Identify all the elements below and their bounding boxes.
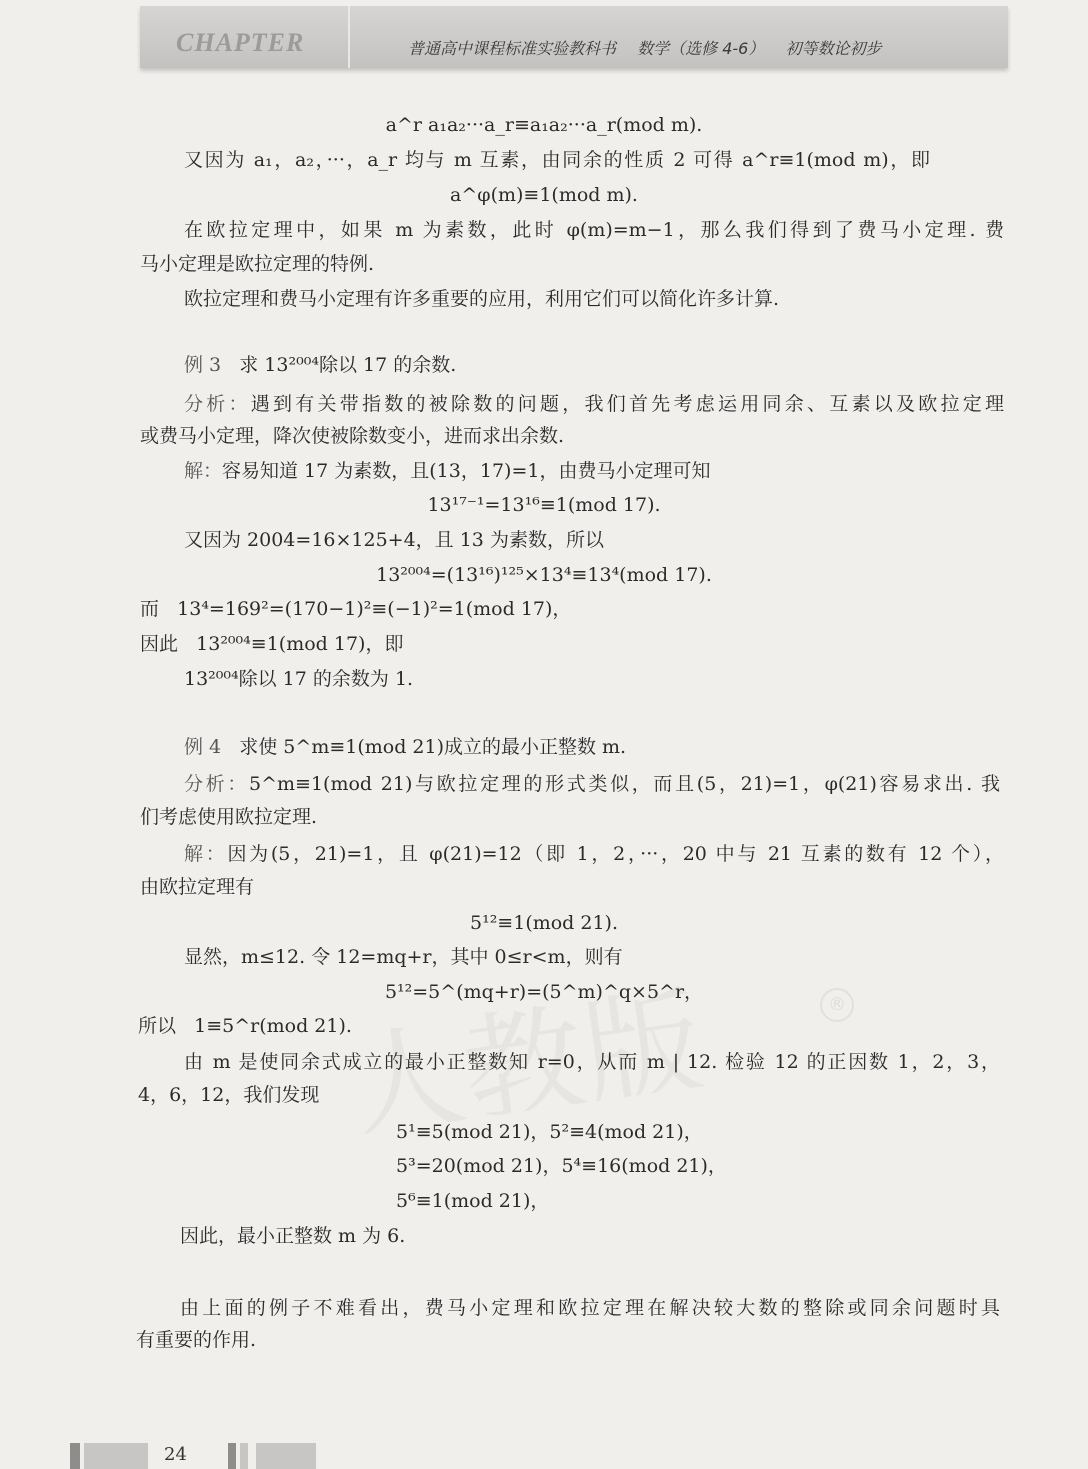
formula-line: a^r a₁a₂···a_r≡a₁a₂···a_r(mod m).	[385, 114, 703, 136]
footer-decoration	[84, 1443, 148, 1469]
text-line: 由 m 是使同余式成立的最小正整数知 r=0，从而 m | 12. 检验 12 的正因数 1，2，3，	[184, 1051, 1000, 1073]
example-3-heading	[184, 352, 456, 378]
example-label: 例 3	[184, 354, 222, 376]
page-number: 24	[164, 1444, 187, 1465]
analysis-label: 分析：	[184, 393, 251, 415]
footer-decoration	[240, 1443, 248, 1469]
text-line: 在欧拉定理中，如果 m 为素数，此时 φ(m)=m−1，那么我们得到了费马小定理. 费	[184, 219, 1004, 241]
text-line: 由欧拉定理有	[140, 876, 255, 898]
book-series: 普通高中课程标准实验教科书	[408, 39, 617, 58]
chapter-label: CHAPTER	[176, 28, 305, 57]
solution-line	[184, 458, 710, 484]
formula-line: 13¹⁷⁻¹=13¹⁶≡1(mod 17).	[427, 494, 661, 516]
footer-decoration	[256, 1443, 316, 1469]
book-subject: 数学（选修 4-6）	[637, 39, 765, 58]
example-question: 求使 5^m≡1(mod 21)成立的最小正整数 m.	[239, 736, 627, 758]
analysis-text: 5^m≡1(mod 21)与欧拉定理的形式类似，而且(5，21)=1，φ(21)容易求出. 我	[249, 773, 1000, 795]
formula-line: 5¹²≡1(mod 21).	[469, 912, 619, 934]
text-line: 由上面的例子不难看出，费马小定理和欧拉定理在解决较大数的整除或同余问题时具	[180, 1297, 1000, 1319]
text-line	[140, 631, 403, 657]
solution-label: 解：	[184, 460, 223, 482]
solution-text: 容易知道 17 为素数，且(13，17)=1，由费马小定理可知	[222, 460, 711, 482]
formula-line: 5¹²=5^(mq+r)=(5^m)^q×5^r，	[384, 981, 704, 1003]
footer-decoration	[70, 1443, 80, 1469]
analysis-text: 遇到有关带指数的被除数的问题，我们首先考虑运用同余、互素以及欧拉定理	[250, 393, 1004, 415]
formula-line: a^φ(m)≡1(mod m).	[450, 184, 638, 206]
analysis-line	[184, 771, 1000, 797]
formula-line: 5³=20(mod 21)，5⁴≡16(mod 21)，	[396, 1155, 727, 1177]
formula-line: 5⁶≡1(mod 21)，	[396, 1190, 550, 1212]
text-line: 马小定理是欧拉定理的特例.	[140, 253, 375, 275]
analysis-label: 分析：	[184, 773, 250, 795]
text-line	[138, 1013, 352, 1039]
text-line	[140, 596, 571, 622]
text-line: 们考虑使用欧拉定理.	[140, 806, 318, 828]
text-line: 13²⁰⁰⁴除以 17 的余数为 1.	[184, 668, 414, 690]
solution-text: 因为(5，21)=1，且 φ(21)=12（即 1，2，···，20 中与 21 互素的数有 12 个），	[227, 843, 1004, 865]
text-line: 因此，最小正整数 m 为 6.	[180, 1225, 406, 1247]
analysis-line	[184, 391, 1004, 417]
text-line: 或费马小定理，降次使被除数变小，进而求出余数.	[140, 425, 565, 447]
line-label: 而	[140, 598, 160, 620]
footer-decoration	[228, 1443, 236, 1469]
example-question: 求 13²⁰⁰⁴除以 17 的余数.	[239, 354, 457, 376]
book-title	[408, 36, 897, 59]
text-line: 欧拉定理和费马小定理有许多重要的应用，利用它们可以简化许多计算.	[184, 288, 780, 310]
example-4-heading	[184, 734, 626, 760]
formula-inline: 1≡5^r(mod 21).	[194, 1015, 352, 1037]
solution-label: 解：	[184, 843, 228, 865]
running-header	[140, 6, 1008, 68]
formula-inline: 13²⁰⁰⁴≡1(mod 17)，即	[196, 633, 404, 655]
text-line: 有重要的作用.	[136, 1329, 257, 1351]
text-line: 又因为 a₁，a₂，···，a_r 均与 m 互素，由同余的性质 2 可得 a^r≡1(mod m)，即	[184, 149, 930, 171]
formula-line: 13²⁰⁰⁴=(13¹⁶)¹²⁵×13⁴≡13⁴(mod 17).	[376, 564, 712, 586]
formula-line: 5¹≡5(mod 21)，5²≡4(mod 21)，	[396, 1121, 703, 1143]
text-line: 4，6，12，我们发现	[138, 1084, 320, 1106]
header-divider	[348, 6, 350, 68]
solution-line	[184, 841, 1004, 867]
line-label: 因此	[140, 633, 179, 655]
line-label: 所以	[138, 1015, 177, 1037]
text-line: 又因为 2004=16×125+4，且 13 为素数，所以	[184, 529, 604, 551]
example-label: 例 4	[184, 736, 222, 758]
book-topic: 初等数论初步	[785, 39, 882, 58]
registered-mark-icon: ®	[820, 988, 854, 1022]
text-line: 显然，m≤12. 令 12=mq+r，其中 0≤r<m，则有	[184, 946, 623, 968]
formula-inline: 13⁴=169²=(170−1)²≡(−1)²=1(mod 17)，	[177, 598, 572, 620]
